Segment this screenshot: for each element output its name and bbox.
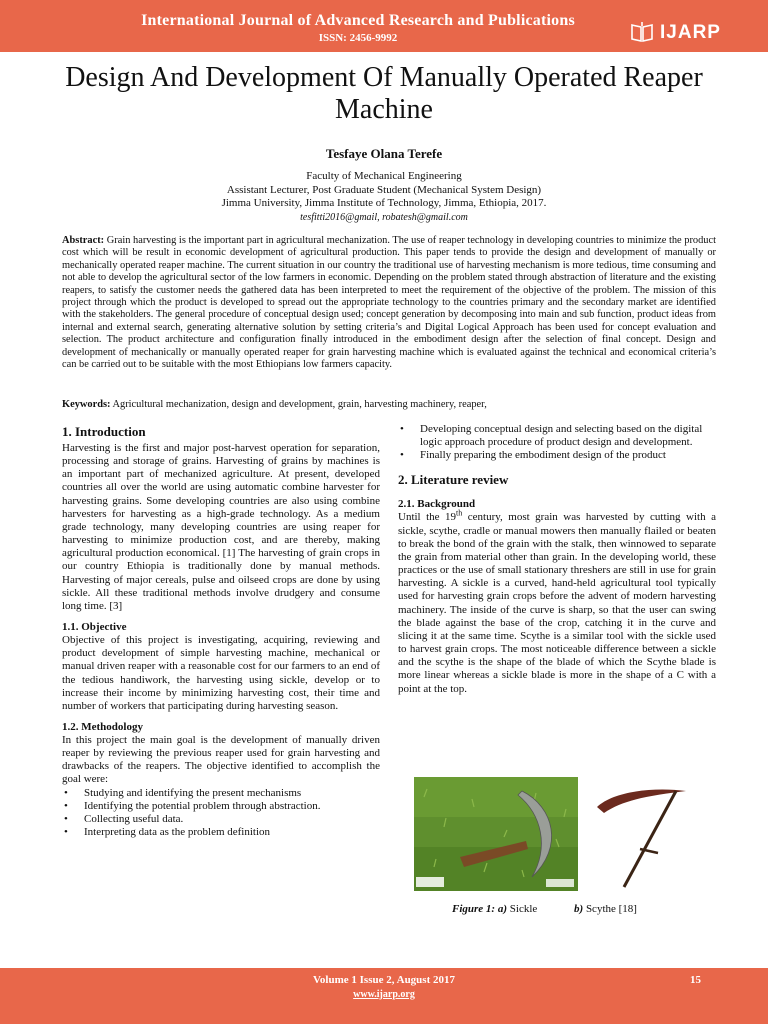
section-heading: 2. Literature review [398,472,509,488]
affiliation-line: Assistant Lecturer, Post Graduate Student (Mechanical System Design) [226,183,542,196]
right-column [398,423,716,696]
journal-issn: ISSN: 2456-9992 [318,32,398,44]
author-name: Tesfaye Olana Terefe [325,146,443,161]
subsection-heading: 1.1. Objective [62,621,127,634]
superscript: th [456,508,463,518]
volume-info: Volume 1 Issue 2, August 2017 [312,974,455,986]
section-heading: 1. Introduction [62,424,146,439]
journal-url-link[interactable]: www.ijarp.org [353,989,415,1000]
figure-label: Figure 1: [452,903,496,915]
journal-footer [0,968,768,1024]
list-item: • Studying and identifying the present mechanisms [62,787,380,800]
background-text-rest: century, most grain was harvested by cutting with a sickle, scythe, cradle or manual mowers then manually flailed or beaten to break the bond of the grain with the stalk, then winnowed to separate the grain from material other than grain. In the developing world, these practices or the use of small stationary threshers are still in use for grain harvesting. A sickle is a curved, hand-held agricultural tool typically used for harvesting grain crops before the advent of modern harvesting machinery. The inside of the curve is sharp, so that the user can swing the blade against the base of the crop, catching it in the curve and slicing it at the same time. Scythe is a similar tool with the sickle used to harvest grain crops. The most noticeable difference between a sickle and the scythe is the shape of the blade of which the Scythe blade is more linear whereas a sickle blade is more in the shape of a C with a point at the top. [398,511,716,695]
list-item: • Identifying the potential problem through abstraction. [62,800,380,813]
methodology-paragraph: In this project the main goal is the development of manually driven reaper by reviewing the previous reaper used for grain harvesting and drawbacks of the reapers. The objective identified to accomplish the goal were: [62,733,380,786]
background-text-start: Until the 19 [398,511,457,524]
scythe-image [597,790,686,887]
author-email: tesfitti2016@gmail, robatesh@gmail.com [300,211,468,223]
affiliation-line: Faculty of Mechanical Engineering [306,170,462,182]
keywords-text: Agricultural mechanization, design and development, grain, harvesting machinery, reaper, [112,399,487,410]
methodology-list [62,787,380,840]
subsection-heading: 2.1. Background [398,498,476,511]
methodology-list-continued [398,423,716,462]
journal-logo [630,20,740,46]
background-paragraph [398,508,716,695]
paper-title: Design And Development Of Manually Operated Reaper Machine [65,62,703,125]
affiliation-line: Jimma University, Jimma Institute of Technology, Jimma, Ethiopia, 2017. [221,197,547,209]
figure-part-b-text: Scythe [18] [585,903,637,915]
figure-part-b: b) [574,903,584,915]
subsection-heading: 1.2. Methodology [62,720,143,733]
abstract [62,235,716,371]
figure-part-a-text: Sickle [509,903,538,915]
journal-title: International Journal of Advanced Research and Publications [141,12,575,29]
affiliation [0,170,768,224]
objective-paragraph: Objective of this project is investigating, acquiring, reviewing and product development of simple harvesting machine, mechanical or manual driven reaper with a reasonable cost for our farmers to an end of the tedious handiwork, the harvesting using sickle, develop or to increase their income by minimizing harvesting cost, their time and number of workers that participating during harvesting season. [62,634,380,712]
keywords [62,399,716,411]
abstract-label: Abstract: [62,235,105,246]
left-column [62,424,380,839]
logo-text: IJARP [660,22,721,43]
abstract-text: Grain harvesting is the important part in agricultural mechanization. The use of reaper technology in developing countries to minimize the product cost which will be result in economic development of agricultural production. This paper tends to provide the design and development of manually or mechanically operated reaper machine. The current situation in our country the traditional use of harvesting mechanism is more tedious, time consuming and not able to develop the agricultural sector of the low farmers in economic. Depending on the problem stated through abstraction of literature and the existing reapers, to satisfy the customer needs the gathered data has been interpreted to meet the requirement of the objective of the problem. The mission of this project through which the product is developed to spread out the appropriate technology to the countries primary and the secondary market are identified with the stakeholders. The general procedure of conceptual design used; concept generation by decomposing into main and sub function, product ideas from internal and external search, generating alternative solution by setting criteria’s and Digital Logical Approach has been used for concept evaluation and selection. The product architecture and configuration finally introduced in the embodiment design after the selection of final concept. Design and development of mechanically or manually operated reaper for grain harvesting machine which is evaluated against the technical and economical criteria’s can be carried out to be suitable with the most Ethiopians low farmers capacity. [62,235,716,371]
journal-header [0,0,768,52]
list-item: • Developing conceptual design and selecting based on the digital logic approach procedure of product design and development. [398,423,716,449]
list-item: • Collecting useful data. [62,813,380,826]
list-item: • Finally preparing the embodiment design of the product [398,449,716,462]
list-item: • Interpreting data as the problem definition [62,826,380,839]
figure-images [414,777,714,892]
sickle-photo [414,777,578,891]
intro-paragraph: Harvesting is the first and major post-harvest operation for separation, processing and storage of grains. Harvesting of grains by machines is an important part of mechanized agriculture. At present, developed countries all over the world are using automatic combine harvester for harvesting grains. Some developing countries are also using combine harvesters for harvesting as a high-grade technology. As a medium grade technology, many developing countries are using reaper for harvesting to minimize production cost, and are thereby, making agricultural production economical. [1] The harvesting of grain crops in our country Ethiopia is traditionally done by manual methods. Harvesting of major cereals, pulse and oilseed crops are done by using sickle. All these traditional methods involve drudgery and consume long time. [3] [62,442,380,612]
figure-caption [452,903,637,915]
book-icon [630,20,654,44]
page-number: 15 [690,974,701,986]
keywords-label: Keywords: [62,399,111,410]
figure-part-a: a) [497,903,508,915]
